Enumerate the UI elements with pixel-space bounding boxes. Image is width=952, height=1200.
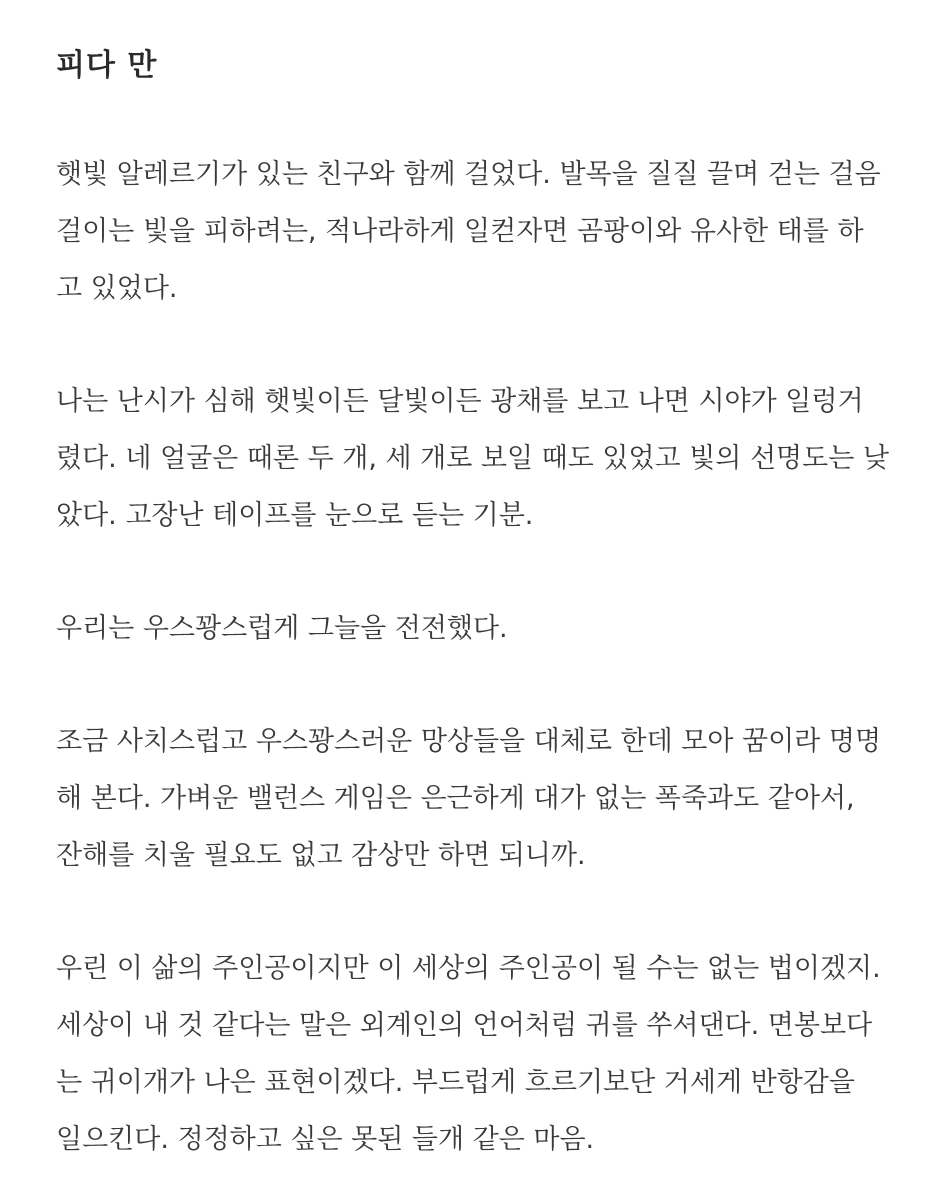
spacer [56, 657, 916, 713]
paragraph-line: 우리는 우스꽝스럽게 그늘을 전전했다. [56, 613, 508, 644]
paragraph-line: 세상이 내 것 같다는 말은 외계인의 언어처럼 귀를 쑤셔댄다. 면봉보다 [56, 1010, 873, 1041]
paragraph-line: 조금 사치스럽고 우스꽝스러운 망상들을 대체로 한데 모아 꿈이라 명명 [56, 726, 882, 757]
document-page [56, 40, 916, 1168]
paragraph-line: 았다. 고장난 테이프를 눈으로 듣는 기분. [56, 500, 534, 531]
paragraph-line: 나는 난시가 심해 햇빛이든 달빛이든 광채를 보고 나면 시야가 일렁거 [56, 386, 864, 417]
spacer [56, 92, 916, 146]
paragraph-line: 일으킨다. 정정하고 싶은 못된 들개 같은 마음. [56, 1124, 595, 1155]
paragraph-line: 우린 이 삶의 주인공이지만 이 세상의 주인공이 될 수는 없는 법이겠지. [56, 953, 881, 984]
paragraph-line: 해 본다. 가벼운 밸런스 게임은 은근하게 대가 없는 폭죽과도 같아서, [56, 783, 855, 814]
paragraph-1 [56, 146, 916, 317]
paragraph-line: 는 귀이개가 나은 표현이겠다. 부드럽게 흐르기보단 거세게 반항감을 [56, 1067, 855, 1098]
paragraph-5 [56, 940, 916, 1168]
spacer [56, 884, 916, 940]
paragraph-3 [56, 600, 916, 657]
paragraph-line: 렸다. 네 얼굴은 때론 두 개, 세 개로 보일 때도 있었고 빛의 선명도는 낮 [56, 443, 889, 474]
document-title: 피다 만 [56, 48, 158, 83]
paragraph-line: 걸이는 빛을 피하려는, 적나라하게 일컫자면 곰팡이와 유사한 태를 하 [56, 216, 864, 247]
paragraph-line: 고 있었다. [56, 273, 178, 304]
paragraph-line: 햇빛 알레르기가 있는 친구와 함께 걸었다. 발목을 질질 끌며 걷는 걸음 [56, 159, 881, 190]
spacer [56, 544, 916, 600]
paragraph-4 [56, 713, 916, 884]
spacer [56, 317, 916, 373]
paragraph-line: 잔해를 치울 필요도 없고 감상만 하면 되니까. [56, 840, 586, 871]
paragraph-2 [56, 373, 916, 544]
